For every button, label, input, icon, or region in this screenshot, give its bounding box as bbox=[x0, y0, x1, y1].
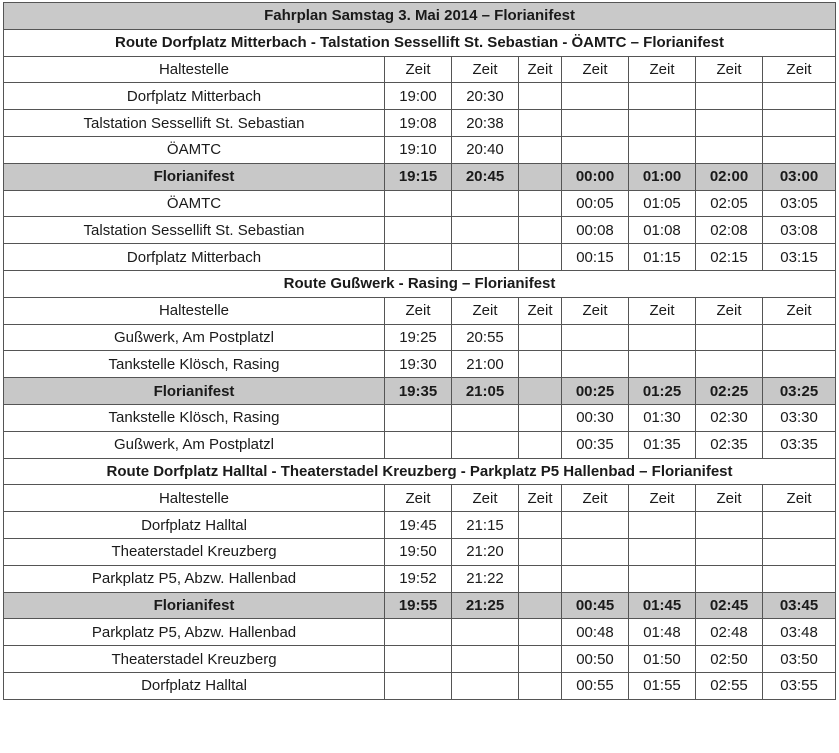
departure-time: 19:35 bbox=[385, 378, 452, 405]
departure-time: 01:15 bbox=[629, 244, 696, 271]
stop-name: Dorfplatz Halltal bbox=[4, 512, 385, 539]
departure-time: 03:48 bbox=[763, 619, 836, 646]
departure-time bbox=[519, 351, 562, 378]
departure-time: 02:55 bbox=[696, 672, 763, 699]
departure-time bbox=[519, 217, 562, 244]
departure-time bbox=[763, 136, 836, 163]
departure-time bbox=[519, 672, 562, 699]
departure-time bbox=[519, 431, 562, 458]
departure-time bbox=[519, 592, 562, 619]
departure-time: 03:25 bbox=[763, 378, 836, 405]
departure-time: 00:08 bbox=[562, 217, 629, 244]
stop-row bbox=[4, 83, 836, 110]
stop-row bbox=[4, 672, 836, 699]
column-header-zeit: Zeit bbox=[763, 56, 836, 83]
departure-time: 00:15 bbox=[562, 244, 629, 271]
column-header-zeit: Zeit bbox=[562, 485, 629, 512]
column-header-zeit: Zeit bbox=[519, 297, 562, 324]
departure-time bbox=[696, 83, 763, 110]
stop-name: Parkplatz P5, Abzw. Hallenbad bbox=[4, 565, 385, 592]
departure-time bbox=[696, 351, 763, 378]
departure-time: 00:30 bbox=[562, 404, 629, 431]
stop-name: Talstation Sessellift St. Sebastian bbox=[4, 110, 385, 137]
departure-time: 00:45 bbox=[562, 592, 629, 619]
column-header-haltestelle: Haltestelle bbox=[4, 56, 385, 83]
departure-time bbox=[519, 110, 562, 137]
column-header-zeit: Zeit bbox=[385, 56, 452, 83]
departure-time: 02:05 bbox=[696, 190, 763, 217]
column-header-zeit: Zeit bbox=[696, 297, 763, 324]
departure-time: 02:45 bbox=[696, 592, 763, 619]
departure-time bbox=[385, 217, 452, 244]
departure-time bbox=[385, 619, 452, 646]
column-header-zeit: Zeit bbox=[452, 297, 519, 324]
departure-time bbox=[519, 324, 562, 351]
departure-time: 21:00 bbox=[452, 351, 519, 378]
departure-time: 01:45 bbox=[629, 592, 696, 619]
departure-time bbox=[562, 324, 629, 351]
departure-time bbox=[452, 217, 519, 244]
stop-row bbox=[4, 431, 836, 458]
stop-name: Theaterstadel Kreuzberg bbox=[4, 538, 385, 565]
stop-row bbox=[4, 404, 836, 431]
stop-name: Gußwerk, Am Postplatzl bbox=[4, 431, 385, 458]
departure-time bbox=[629, 512, 696, 539]
departure-time: 19:08 bbox=[385, 110, 452, 137]
departure-time bbox=[519, 83, 562, 110]
departure-time bbox=[629, 565, 696, 592]
column-header-row bbox=[4, 56, 836, 83]
column-header-zeit: Zeit bbox=[385, 485, 452, 512]
departure-time bbox=[562, 83, 629, 110]
departure-time bbox=[629, 324, 696, 351]
departure-time bbox=[629, 83, 696, 110]
departure-time bbox=[385, 244, 452, 271]
departure-time: 03:30 bbox=[763, 404, 836, 431]
column-header-zeit: Zeit bbox=[385, 297, 452, 324]
departure-time bbox=[452, 431, 519, 458]
departure-time: 00:25 bbox=[562, 378, 629, 405]
departure-time bbox=[696, 512, 763, 539]
timetable bbox=[3, 2, 836, 700]
departure-time: 02:25 bbox=[696, 378, 763, 405]
departure-time bbox=[763, 83, 836, 110]
departure-time: 03:45 bbox=[763, 592, 836, 619]
departure-time: 21:25 bbox=[452, 592, 519, 619]
stop-row bbox=[4, 190, 836, 217]
departure-time bbox=[452, 404, 519, 431]
stop-name: Florianifest bbox=[4, 592, 385, 619]
route-title: Route Dorfplatz Halltal - Theaterstadel Kreuzberg - Parkplatz P5 Hallenbad – Florianifest bbox=[4, 458, 836, 485]
departure-time: 19:52 bbox=[385, 565, 452, 592]
column-header-haltestelle: Haltestelle bbox=[4, 485, 385, 512]
departure-time: 21:05 bbox=[452, 378, 519, 405]
departure-time: 01:08 bbox=[629, 217, 696, 244]
stop-name: Parkplatz P5, Abzw. Hallenbad bbox=[4, 619, 385, 646]
departure-time bbox=[452, 646, 519, 673]
departure-time: 01:25 bbox=[629, 378, 696, 405]
departure-time: 21:20 bbox=[452, 538, 519, 565]
departure-time bbox=[519, 136, 562, 163]
column-header-zeit: Zeit bbox=[696, 485, 763, 512]
timetable-page bbox=[3, 2, 835, 700]
stop-row bbox=[4, 136, 836, 163]
destination-row bbox=[4, 378, 836, 405]
departure-time bbox=[519, 512, 562, 539]
departure-time: 00:00 bbox=[562, 163, 629, 190]
departure-time bbox=[629, 136, 696, 163]
departure-time bbox=[519, 244, 562, 271]
departure-time: 20:45 bbox=[452, 163, 519, 190]
departure-time: 03:00 bbox=[763, 163, 836, 190]
departure-time: 01:05 bbox=[629, 190, 696, 217]
title-row bbox=[4, 3, 836, 30]
departure-time: 03:15 bbox=[763, 244, 836, 271]
departure-time: 00:35 bbox=[562, 431, 629, 458]
stop-name: Talstation Sessellift St. Sebastian bbox=[4, 217, 385, 244]
column-header-haltestelle: Haltestelle bbox=[4, 297, 385, 324]
departure-time: 02:35 bbox=[696, 431, 763, 458]
departure-time bbox=[385, 672, 452, 699]
column-header-zeit: Zeit bbox=[629, 297, 696, 324]
departure-time bbox=[452, 244, 519, 271]
destination-row bbox=[4, 163, 836, 190]
departure-time bbox=[519, 378, 562, 405]
departure-time bbox=[519, 565, 562, 592]
departure-time bbox=[562, 110, 629, 137]
departure-time: 01:30 bbox=[629, 404, 696, 431]
departure-time: 19:15 bbox=[385, 163, 452, 190]
departure-time bbox=[763, 351, 836, 378]
departure-time bbox=[519, 619, 562, 646]
route-header-row bbox=[4, 270, 836, 297]
departure-time: 20:38 bbox=[452, 110, 519, 137]
stop-name: Florianifest bbox=[4, 163, 385, 190]
stop-name: Florianifest bbox=[4, 378, 385, 405]
column-header-zeit: Zeit bbox=[519, 485, 562, 512]
stop-name: Dorfplatz Halltal bbox=[4, 672, 385, 699]
departure-time: 01:35 bbox=[629, 431, 696, 458]
departure-time bbox=[562, 512, 629, 539]
departure-time: 19:55 bbox=[385, 592, 452, 619]
departure-time: 19:45 bbox=[385, 512, 452, 539]
column-header-zeit: Zeit bbox=[629, 485, 696, 512]
route-header-row bbox=[4, 458, 836, 485]
departure-time bbox=[696, 538, 763, 565]
departure-time bbox=[519, 538, 562, 565]
route-header-row bbox=[4, 29, 836, 56]
departure-time bbox=[519, 646, 562, 673]
departure-time: 20:55 bbox=[452, 324, 519, 351]
route-title: Route Dorfplatz Mitterbach - Talstation Sessellift St. Sebastian - ÖAMTC – Florianifest bbox=[4, 29, 836, 56]
departure-time: 19:25 bbox=[385, 324, 452, 351]
departure-time: 21:15 bbox=[452, 512, 519, 539]
departure-time: 00:48 bbox=[562, 619, 629, 646]
departure-time: 03:55 bbox=[763, 672, 836, 699]
stop-name: ÖAMTC bbox=[4, 136, 385, 163]
column-header-zeit: Zeit bbox=[519, 56, 562, 83]
stop-name: Dorfplatz Mitterbach bbox=[4, 83, 385, 110]
column-header-zeit: Zeit bbox=[696, 56, 763, 83]
departure-time bbox=[696, 324, 763, 351]
departure-time: 02:00 bbox=[696, 163, 763, 190]
stop-row bbox=[4, 217, 836, 244]
departure-time: 20:40 bbox=[452, 136, 519, 163]
departure-time: 19:30 bbox=[385, 351, 452, 378]
departure-time bbox=[763, 512, 836, 539]
stop-name: ÖAMTC bbox=[4, 190, 385, 217]
departure-time bbox=[519, 404, 562, 431]
departure-time bbox=[519, 163, 562, 190]
departure-time: 03:05 bbox=[763, 190, 836, 217]
stop-row bbox=[4, 565, 836, 592]
departure-time bbox=[763, 110, 836, 137]
departure-time: 01:00 bbox=[629, 163, 696, 190]
column-header-zeit: Zeit bbox=[562, 297, 629, 324]
departure-time: 19:10 bbox=[385, 136, 452, 163]
departure-time bbox=[696, 136, 763, 163]
departure-time bbox=[696, 110, 763, 137]
departure-time: 02:48 bbox=[696, 619, 763, 646]
departure-time: 03:50 bbox=[763, 646, 836, 673]
departure-time bbox=[452, 672, 519, 699]
column-header-zeit: Zeit bbox=[562, 56, 629, 83]
column-header-row bbox=[4, 485, 836, 512]
stop-row bbox=[4, 538, 836, 565]
departure-time: 19:50 bbox=[385, 538, 452, 565]
departure-time: 20:30 bbox=[452, 83, 519, 110]
departure-time: 02:15 bbox=[696, 244, 763, 271]
stop-name: Gußwerk, Am Postplatzl bbox=[4, 324, 385, 351]
departure-time: 19:00 bbox=[385, 83, 452, 110]
departure-time bbox=[696, 565, 763, 592]
stop-row bbox=[4, 110, 836, 137]
departure-time bbox=[629, 351, 696, 378]
column-header-zeit: Zeit bbox=[452, 485, 519, 512]
departure-time: 03:35 bbox=[763, 431, 836, 458]
column-header-zeit: Zeit bbox=[452, 56, 519, 83]
departure-time bbox=[385, 404, 452, 431]
departure-time: 21:22 bbox=[452, 565, 519, 592]
departure-time: 00:50 bbox=[562, 646, 629, 673]
departure-time: 00:55 bbox=[562, 672, 629, 699]
departure-time bbox=[385, 431, 452, 458]
departure-time bbox=[763, 324, 836, 351]
departure-time bbox=[385, 190, 452, 217]
departure-time: 01:50 bbox=[629, 646, 696, 673]
departure-time bbox=[629, 110, 696, 137]
departure-time: 02:50 bbox=[696, 646, 763, 673]
stop-name: Tankstelle Klösch, Rasing bbox=[4, 351, 385, 378]
column-header-zeit: Zeit bbox=[629, 56, 696, 83]
column-header-zeit: Zeit bbox=[763, 485, 836, 512]
departure-time: 02:08 bbox=[696, 217, 763, 244]
departure-time: 00:05 bbox=[562, 190, 629, 217]
departure-time bbox=[763, 565, 836, 592]
departure-time bbox=[763, 538, 836, 565]
stop-row bbox=[4, 512, 836, 539]
page-title: Fahrplan Samstag 3. Mai 2014 – Florianifest bbox=[4, 3, 836, 30]
departure-time bbox=[385, 646, 452, 673]
destination-row bbox=[4, 592, 836, 619]
departure-time bbox=[452, 619, 519, 646]
departure-time: 03:08 bbox=[763, 217, 836, 244]
departure-time bbox=[562, 538, 629, 565]
departure-time: 02:30 bbox=[696, 404, 763, 431]
departure-time bbox=[562, 136, 629, 163]
departure-time bbox=[562, 351, 629, 378]
stop-name: Dorfplatz Mitterbach bbox=[4, 244, 385, 271]
stop-name: Theaterstadel Kreuzberg bbox=[4, 646, 385, 673]
departure-time bbox=[519, 190, 562, 217]
departure-time: 01:55 bbox=[629, 672, 696, 699]
column-header-zeit: Zeit bbox=[763, 297, 836, 324]
departure-time bbox=[452, 190, 519, 217]
stop-row bbox=[4, 619, 836, 646]
departure-time: 01:48 bbox=[629, 619, 696, 646]
stop-name: Tankstelle Klösch, Rasing bbox=[4, 404, 385, 431]
stop-row bbox=[4, 646, 836, 673]
column-header-row bbox=[4, 297, 836, 324]
stop-row bbox=[4, 324, 836, 351]
stop-row bbox=[4, 351, 836, 378]
departure-time bbox=[629, 538, 696, 565]
stop-row bbox=[4, 244, 836, 271]
route-title: Route Gußwerk - Rasing – Florianifest bbox=[4, 270, 836, 297]
departure-time bbox=[562, 565, 629, 592]
